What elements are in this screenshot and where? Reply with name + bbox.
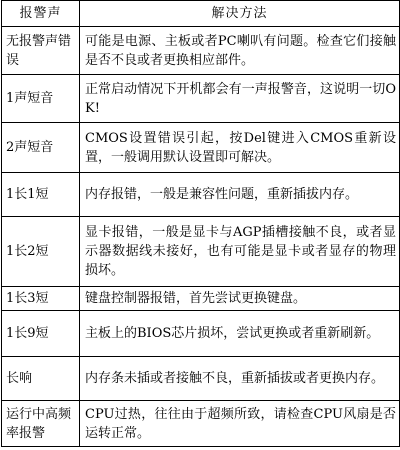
table-row — [2, 27, 400, 75]
table-row — [2, 311, 400, 357]
table-header-row — [2, 1, 400, 27]
header-solution: 解决方法 — [80, 1, 400, 27]
table-row — [2, 217, 400, 287]
beep-code-cell: 1长2短 — [2, 217, 80, 287]
table-row — [2, 357, 400, 401]
beep-code-cell: 无报警声错误 — [2, 27, 80, 75]
beep-code-cell: 1声短音 — [2, 75, 80, 123]
table-row — [2, 173, 400, 217]
solution-cell: 内存报错，一般是兼容性问题，重新插拔内存。 — [80, 173, 400, 217]
solution-cell: 键盘控制器报错，首先尝试更换键盘。 — [80, 287, 400, 311]
table-row — [2, 287, 400, 311]
beep-code-cell: 运行中高频率报警 — [2, 401, 80, 447]
solution-cell: CPU过热，往往由于超频所致，请检查CPU风扇是否运转正常。 — [80, 401, 400, 447]
beep-code-cell: 长响 — [2, 357, 80, 401]
solution-cell: 正常启动情况下开机都会有一声报警音，这说明一切OK! — [80, 75, 400, 123]
beep-code-cell: 2声短音 — [2, 123, 80, 173]
solution-cell: 内存条未插或者接触不良，重新插拔或者更换内存。 — [80, 357, 400, 401]
table-row — [2, 123, 400, 173]
table-row — [2, 75, 400, 123]
table-row — [2, 401, 400, 447]
solution-cell: CMOS设置错误引起，按Del键进入CMOS重新设置，一般调用默认设置即可解决。 — [80, 123, 400, 173]
beep-code-cell: 1长9短 — [2, 311, 80, 357]
solution-cell: 可能是电源、主板或者PC喇叭有问题。检查它们接触是否不良或者更换相应部件。 — [80, 27, 400, 75]
beep-code-table — [1, 0, 400, 447]
solution-cell: 主板上的BIOS芯片损坏，尝试更换或者重新刷新。 — [80, 311, 400, 357]
solution-cell: 显卡报错，一般是显卡与AGP插槽接触不良，或者显示器数据线未接好，也有可能是显卡或者显存的物理损坏。 — [80, 217, 400, 287]
header-beep-code: 报警声 — [2, 1, 80, 27]
beep-code-cell: 1长1短 — [2, 173, 80, 217]
beep-code-cell: 1长3短 — [2, 287, 80, 311]
